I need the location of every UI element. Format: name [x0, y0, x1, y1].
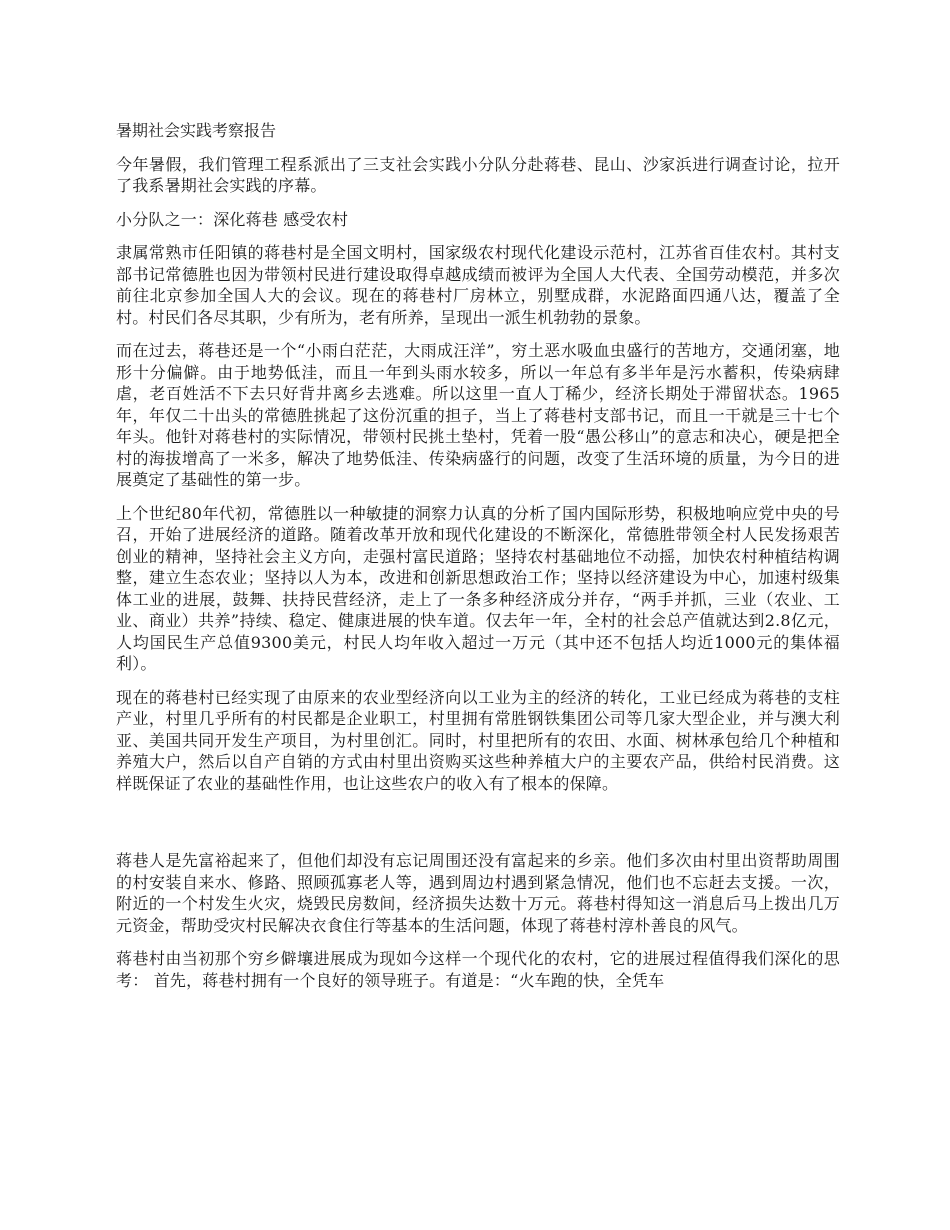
- paragraph-industrial-transformation: 现在的蒋巷村已经实现了由原来的农业型经济向以工业为主的经济的转化，工业已经成为蒋巷的支柱产业，村里几乎所有的村民都是企业职工，村里拥有常胜钢铁集团公司等几家大型企业，并与澳大利亚、美国共同开发生产项目，为村里创汇。同时，村里把所有的农田、水面、树林承包给几个种植和养殖大户，然后以自产自销的方式由村里出资购买这些种养植大户的主要农产品，供给村民消费。这样既保证了农业的基础性作用，也让这些农户的收入有了根本的保障。: [116, 687, 840, 793]
- section-heading: 小分队之一：深化蒋巷 感受农村: [116, 209, 349, 229]
- paragraph-helping-neighbors: 蒋巷人是先富裕起来了，但他们却没有忘记周围还没有富起来的乡亲。他们多次由村里出资帮助周围的村安装自来水、修路、照顾孤寡老人等，遇到周边村遇到紧急情况，他们也不忘赶去支援。一次，附近的一个村发生火灾，烧毁民房数间，经济损失达数十万元。蒋巷村得知这一消息后马上拨出几万元资金，帮助受灾村民解决衣食住行等基本的生活问题，体现了蒋巷村淳朴善良的风气。: [116, 851, 840, 935]
- intro-paragraph: 今年暑假，我们管理工程系派出了三支社会实践小分队分赴蒋巷、昆山、沙家浜进行调查讨论，拉开了我系暑期社会实践的序幕。: [116, 154, 840, 195]
- paragraph-gap: [116, 806, 840, 850]
- paragraph-village-history: 而在过去，蒋巷还是一个“小雨白茫茫，大雨成汪洋”，穷土恶水吸血虫盛行的苦地方，交通闭塞，地形十分偏僻。由于地势低洼，而且一年到头雨水较多，所以一年总有多半年是污水蓄积，传染病肆虐，老百姓活不下去只好背井离乡去逃难。所以这里一直人丁稀少，经济长期处于滞留状态。1965年，年仅二十出头的常德胜挑起了这份沉重的担子，当上了蒋巷村支部书记，而且一干就是三十七个年头。他针对蒋巷村的实际情况，带领村民挑土垫村，凭着一股“愚公移山”的意志和决心，硬是把全村的海拔增高了一米多，解决了地势低洼、传染病盛行的问题，改变了生活环境的质量，为今日的进展奠定了基础性的第一步。: [116, 341, 840, 489]
- document-page: [116, 120, 840, 1003]
- document-title: 暑期社会实践考察报告: [116, 121, 277, 140]
- paragraph-village-overview: 隶属常熟市任阳镇的蒋巷村是全国文明村，国家级农村现代化建设示范村，江苏省百佳农村。其村支部书记常德胜也因为带领村民进行建设取得卓越成绩而被评为全国人大代表、全国劳动模范，并多次前往北京参加全国人大的会议。现在的蒋巷村厂房林立，别墅成群，水泥路面四通八达，覆盖了全村。村民们各尽其职，少有所为，老有所养，呈现出一派生机勃勃的景象。: [116, 243, 840, 327]
- paragraph-economic-development: 上个世纪80年代初，常德胜以一种敏捷的洞察力认真的分析了国内国际形势，积极地响应党中央的号召，开始了进展经济的道路。随着改革开放和现代化建设的不断深化，常德胜带领全村人民发扬艰苦创业的精神，坚持社会主义方向，走强村富民道路；坚持农村基础地位不动摇，加快农村种植结构调整，建立生态农业；坚持以人为本，改进和创新思想政治工作；坚持以经济建设为中心，加速村级集体工业的进展，鼓舞、扶持民营经济，走上了一条多种经济成分并存，“两手并抓，三业（农业、工业、商业）共养”持续、稳定、健康进展的快车道。仅去年一年，全村的社会总产值就达到2.8亿元，人均国民生产总值9300美元，村民人均年收入超过一万元（其中还不包括人均近1000元的集体福利）。: [116, 503, 840, 673]
- paragraph-reflection: 蒋巷村由当初那个穷乡僻壤进展成为现如今这样一个现代化的农村，它的进展过程值得我们深化的思考： 首先，蒋巷村拥有一个良好的领导班子。有道是：“火车跑的快，全凭车: [116, 949, 840, 990]
